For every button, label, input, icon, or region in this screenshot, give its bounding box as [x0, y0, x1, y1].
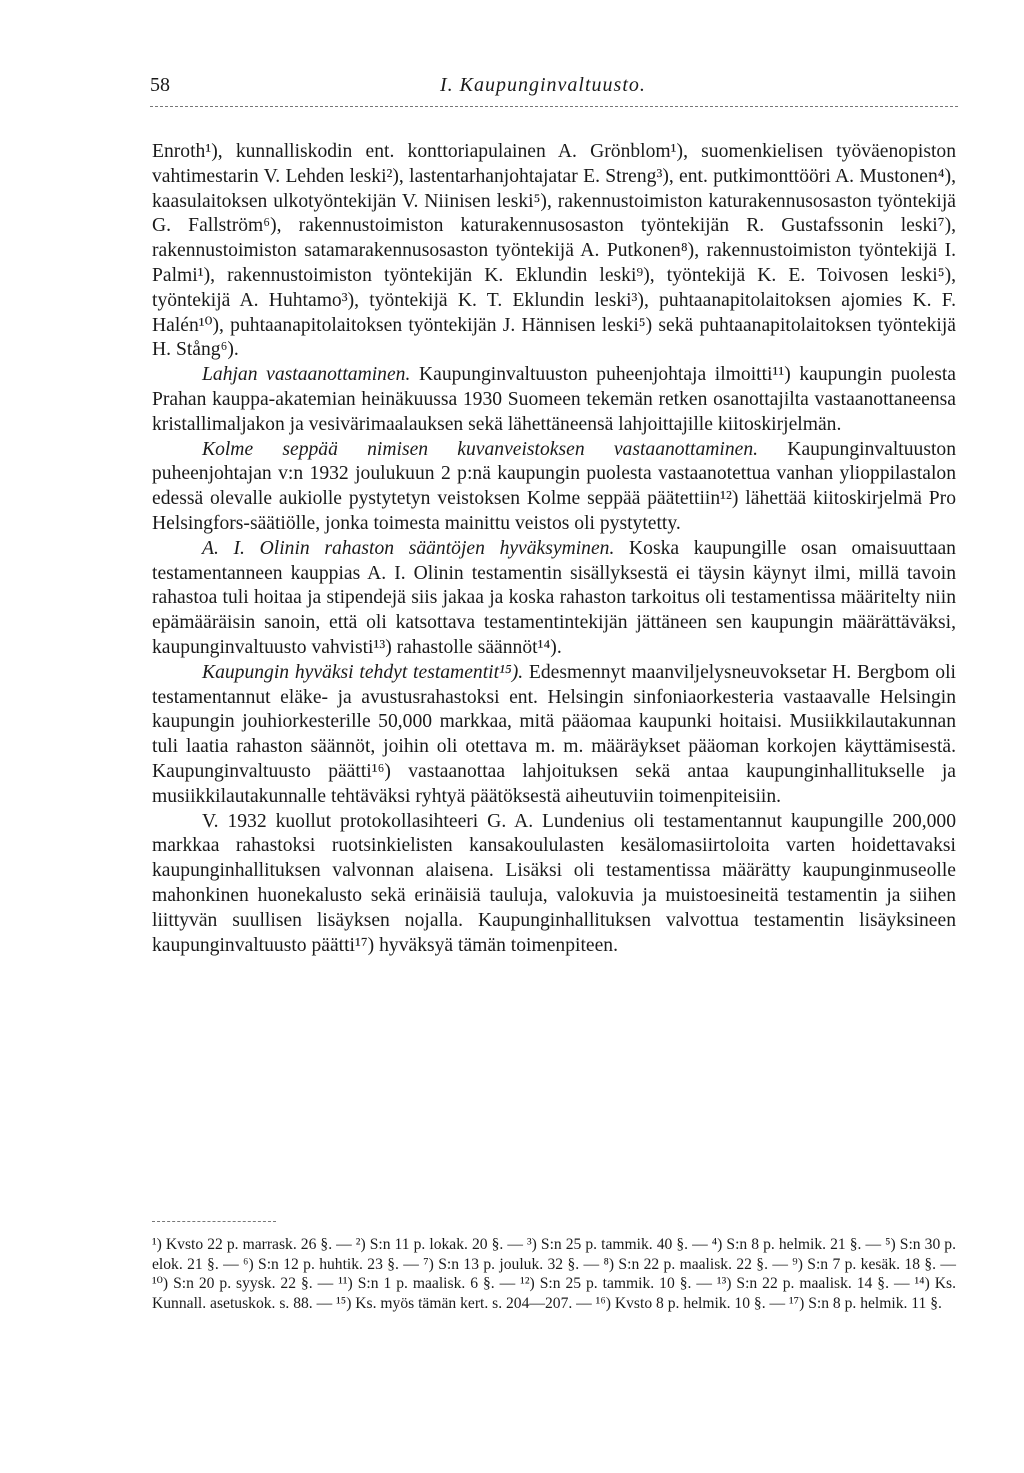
paragraph-heading: Kaupungin hyväksi tehdyt testamentit¹⁵).: [202, 661, 524, 683]
running-title: I. Kaupunginvaltuusto.: [440, 74, 646, 96]
page-number: 58: [150, 74, 170, 96]
paragraph-heading: A. I. Olinin rahaston sääntöjen hyväksyminen.: [202, 537, 615, 559]
page-header: [150, 74, 960, 104]
paragraph-text: Edesmennyt maanviljelysneuvoksetar H. Bergbom oli testamentannut eläke- ja avustusrahastoksi ent. Helsingin sinfoniaorkesteria vastaavalle Helsingin kaupungin jouhiorkesterille 50,000 markkaa, mitä pääomaa kaupunki hoitaisi. Musiikkilautakunnan tuli laatia rahaston säännöt, joihin oli otettava m. m. määräykset pääoman korkojen käyttämisestä. Kaupunginvaltuusto päätti¹⁶) vastaanottaa lahjoituksen sekä antaa kaupunginhallitukselle ja musiikkilautakunnalle tehtäväksi ryhtyä päätöksestä aiheutuviin toimenpiteisiin.: [152, 661, 956, 807]
paragraph-heading: Kolme seppää nimisen kuvanveistoksen vastaanottaminen.: [202, 438, 759, 460]
footnote-divider: [152, 1221, 276, 1222]
paragraph-olin-fund-rules: [152, 537, 956, 661]
paragraph-text: Kaupunginvaltuuston puheenjohtaja ilmoitti¹¹) kaupungin puolesta Prahan kauppa-akatemian heinäkuussa 1930 Suomeen tekemän retken osanottajilta vastaanottaneensa kristallimaljakon ja vesivärimaalauksen sekä lähettäneensä lahjoittajille kiitoskirjelmän.: [152, 364, 956, 435]
paragraph-bequests: [152, 661, 956, 810]
paragraph-sculpture-reception: [152, 438, 956, 537]
paragraph-heading: Lahjan vastaanottaminen.: [202, 364, 411, 386]
footnotes: ¹) Kvsto 22 p. marrask. 26 §. — ²) S:n 11 p. lokak. 20 §. — ³) S:n 25 p. tammik. 40 §. — ⁴) S:n 8 p. helmik. 21 §. — ⁵) S:n 30 p. elok. 21 §. — ⁶) S:n 12 p. huhtik. 23 §. — ⁷) S:n 13 p. jouluk. 32 §. — ⁸) S:n 22 p. maalisk. 22 §. — ⁹) S:n 7 p. kesäk. 18 §. — ¹⁰) S:n 20 p. syysk. 22 §. — ¹¹) S:n 1 p. maalisk. 6 §. — ¹²) S:n 25 p. tammik. 10 §. — ¹³) S:n 22 p. maalisk. 14 §. — ¹⁴) Ks. Kunnall. asetuskok. s. 88. — ¹⁵) Ks. myös tämän kert. s. 204—207. — ¹⁶) Kvsto 8 p. helmik. 10 §. — ¹⁷) S:n 8 p. helmik. 11 §.: [152, 1236, 956, 1312]
header-divider: [150, 106, 958, 107]
body-text: [152, 140, 956, 958]
paragraph-gift-reception: [152, 363, 956, 437]
paragraph-beneficiaries: Enroth¹), kunnalliskodin ent. konttoriapulainen A. Grönblom¹), suomenkielisen työväenopiston vahtimestarin V. Lehden leski²), lastentarhanjohtajatar E. Streng³), ent. putkimonttööri A. Mustonen⁴), kaasulaitoksen ulkotyöntekijän V. Niinisen leski⁵), rakennustoimiston katurakennusosaston työntekijä G. Fallström⁶), rakennustoimiston katurakennusosaston työntekijän R. Gustafssonin leski⁷), rakennustoimiston satamarakennusosaston työntekijä A. Putkonen⁸), rakennustoimiston työntekijä I. Palmi¹), rakennustoimiston työntekijän K. Eklundin leski⁹), työntekijä K. E. Toivosen leski⁵), työntekijä A. Huhtamo³), työntekijä K. T. Eklundin leski³), puhtaanapitolaitoksen ajomies K. F. Halén¹⁰), puhtaanapitolaitoksen työntekijän J. Hännisen leski⁵) sekä puhtaanapitolaitoksen työntekijä H. Stång⁶).: [152, 141, 956, 361]
paragraph-text: Koska kaupungille osan omaisuuttaan testamentanneen kauppias A. I. Olinin testamentin sisällyksestä ei täysin käynyt ilmi, millä tavoin rahastoa tuli hoitaa ja stipendejä siis jakaa ja koska rahaston tarkoitus oli testamentissa määritelty niin epämääräisin sanoin, että oli katsottava testamentintekijän jättäneen sen kaupungin määrättäväksi, kaupunginvaltuusto vahvisti¹³) rahastolle säännöt¹⁴).: [152, 537, 956, 658]
paragraph-lundenius-bequest: V. 1932 kuollut protokollasihteeri G. A. Lundenius oli testamentannut kaupungille 200,000 markkaa rahastoksi ruotsinkielisten kansakoululasten kesälomasiirtoloita varten hoidettavaksi kaupunginhallituksen valvonnan alaisena. Lisäksi oli testamentissa määrätty kaupunginmuseolle mahonkinen huonekalusto sekä erinäisiä tauluja, valokuvia ja muistoesineitä testamentin ja siihen liittyvän suullisen lisäyksen nojalla. Kaupunginhallituksen valvottua testamentin lisäyksineen kaupunginvaltuusto päätti¹⁷) hyväksyä tämän toimenpiteen.: [152, 810, 956, 956]
paragraph-text: Kaupunginvaltuuston puheenjohtajan v:n 1932 joulukuun 2 p:nä kaupungin puolesta vastaanotettua vanhan ylioppilastalon edessä olevalle aukiolle pystytetyn veistoksen Kolme seppää päätettiin¹²) lähettää kiitoskirjelmä Pro Helsingfors-säätiölle, jonka toimesta mainittu veistos oli pystytetty.: [152, 438, 957, 534]
